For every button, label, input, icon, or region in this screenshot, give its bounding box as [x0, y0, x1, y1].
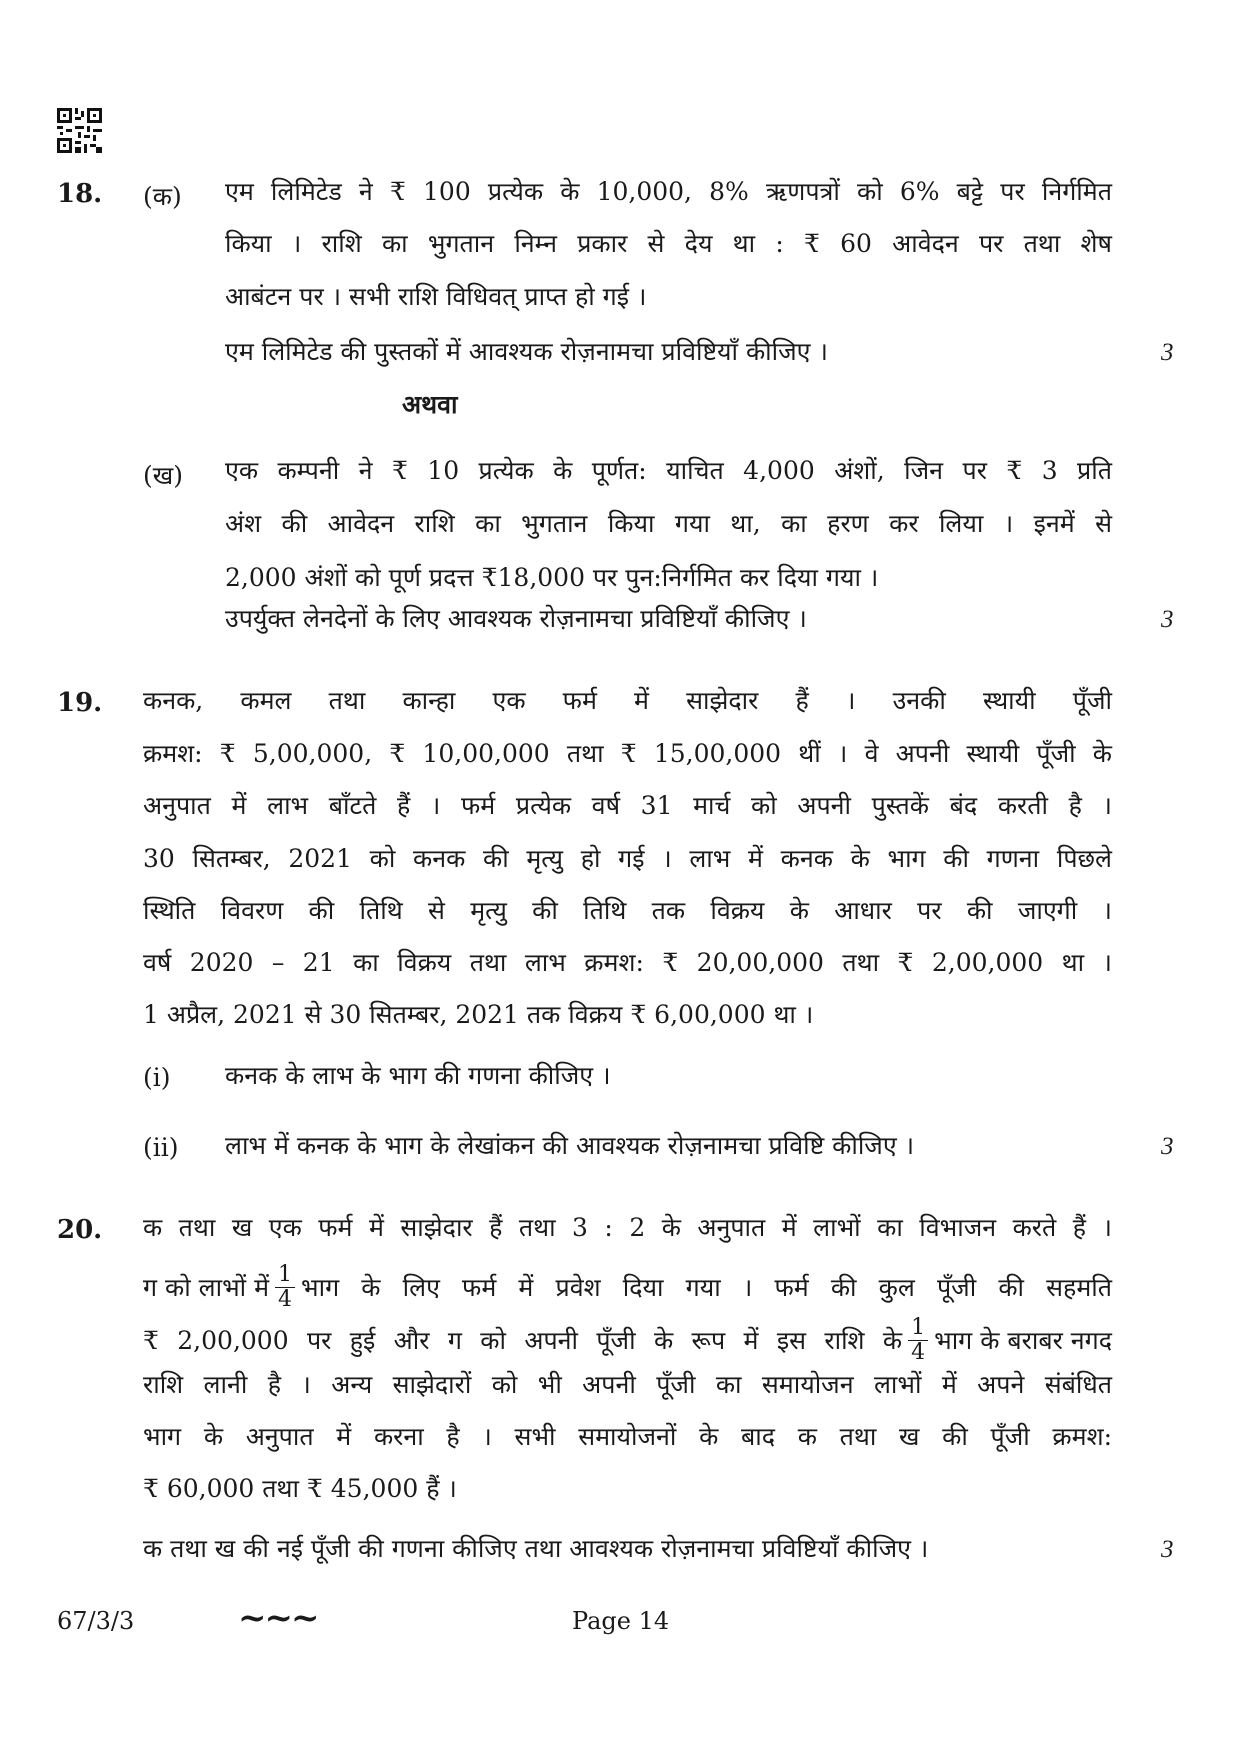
- q18a-line-1: एम लिमिटेड ने ₹ 100 प्रत्येक के 10,000, 8% ऋणपत्रों को 6% बट्टे पर निर्गमित: [225, 177, 1112, 206]
- fraction-numerator: 1: [275, 1263, 295, 1287]
- question-number-18: 18.: [57, 179, 103, 209]
- q18b-line-2: अंश की आवेदन राशि का भुगतान किया गया था, का हरण कर लिया । इनमें से: [225, 509, 1112, 538]
- fraction-denominator-2: 4: [911, 1339, 926, 1365]
- q18a-line-3: आबंटन पर । सभी राशि विधिवत् प्राप्त हो गई ।: [225, 282, 647, 311]
- q19-line-3: अनुपात में लाभ बाँटते हैं । फर्म प्रत्येक वर्ष 31 मार्च को अपनी पुस्तकें बंद करती है ।: [143, 791, 1112, 820]
- qr-code-icon: [57, 108, 102, 153]
- q20-line-7: क तथा ख की नई पूँजी की गणना कीजिए तथा आवश्यक रोज़नामचा प्रविष्टियाँ कीजिए ।: [143, 1534, 929, 1563]
- q20-line-6: ₹ 60,000 तथा ₹ 45,000 हैं ।: [143, 1474, 457, 1503]
- q20-line-2-start: ग को लाभों में: [143, 1272, 270, 1302]
- fraction-one-quarter: [275, 1263, 295, 1310]
- sub-label-ii: (ii): [143, 1133, 179, 1162]
- paper-code: 67/3/3: [57, 1607, 135, 1635]
- q19-line-4: 30 सितम्बर, 2021 को कनक की मृत्यु हो गई । लाभ में कनक के भाग की गणना पिछले: [143, 844, 1112, 873]
- q19-sub-ii-text: लाभ में कनक के भाग के लेखांकन की आवश्यक रोज़नामचा प्रविष्टि कीजिए ।: [225, 1131, 915, 1160]
- q20-line-1: क तथा ख एक फर्म में साझेदार हैं तथा 3 : 2 के अनुपात में लाभों का विभाजन करते हैं ।: [143, 1213, 1112, 1242]
- q19-line-5: स्थिति विवरण की तिथि से मृत्यु की तिथि तक विक्रय के आधार पर की जाएगी ।: [143, 896, 1112, 925]
- page-number: Page 14: [572, 1607, 670, 1635]
- q20-line-3: [143, 1310, 1112, 1370]
- sub-label-i: (i): [143, 1063, 171, 1092]
- marks-q20: 3: [1161, 1536, 1174, 1563]
- q19-sub-i-text: कनक के लाभ के भाग की गणना कीजिए ।: [225, 1061, 611, 1090]
- q18b-line-4: उपर्युक्त लेनदेनों के लिए आवश्यक रोज़नामचा प्रविष्टियाँ कीजिए ।: [225, 604, 807, 633]
- q19-line-2: क्रमश: ₹ 5,00,000, ₹ 10,00,000 तथा ₹ 15,00,000 थीं । वे अपनी स्थायी पूँजी के: [143, 739, 1112, 768]
- q20-line-4: राशि लानी है । अन्य साझेदारों को भी अपनी पूँजी का समायोजन लाभों में अपने संबंधित: [143, 1370, 1112, 1399]
- q19-line-1: कनक, कमल तथा कान्हा एक फर्म में साझेदार हैं । उनकी स्थायी पूँजी: [143, 686, 1112, 715]
- q18a-line-4: एम लिमिटेड की पुस्तकों में आवश्यक रोज़नामचा प्रविष्टियाँ कीजिए ।: [225, 337, 828, 366]
- q20-line-3-start: ₹ 2,00,000 पर हुई और ग को अपनी पूँजी के रूप में इस राशि के: [143, 1325, 903, 1355]
- question-number-20: 20.: [57, 1215, 103, 1245]
- fraction-one-quarter-2: [908, 1316, 928, 1363]
- fraction-numerator-2: 1: [908, 1316, 928, 1340]
- q20-line-2-end: भाग के लिए फर्म में प्रवेश दिया गया । फर्म की कुल पूँजी की सहमति: [301, 1272, 1112, 1302]
- part-label-a: (क): [143, 182, 182, 211]
- q20-line-5: भाग के अनुपात में करना है । सभी समायोजनों के बाद क तथा ख की पूँजी क्रमश:: [143, 1422, 1112, 1451]
- marks-q18b: 3: [1161, 606, 1174, 633]
- part-label-b: (ख): [143, 461, 183, 490]
- marks-q18a: 3: [1161, 339, 1174, 366]
- q20-line-2: [143, 1257, 1112, 1317]
- or-divider: अथवा: [402, 390, 458, 419]
- q18b-line-1: एक कम्पनी ने ₹ 10 प्रत्येक के पूर्णत: याचित 4,000 अंशों, जिन पर ₹ 3 प्रति: [225, 456, 1112, 485]
- q19-line-7: 1 अप्रैल, 2021 से 30 सितम्बर, 2021 तक विक्रय ₹ 6,00,000 था ।: [143, 1000, 814, 1029]
- marks-q19: 3: [1161, 1133, 1174, 1160]
- q18b-line-3: 2,000 अंशों को पूर्ण प्रदत्त ₹18,000 पर पुन:निर्गमित कर दिया गया ।: [225, 563, 879, 592]
- q18a-line-2: किया । राशि का भुगतान निम्न प्रकार से देय था : ₹ 60 आवेदन पर तथा शेष: [225, 229, 1112, 258]
- question-number-19: 19.: [57, 688, 103, 718]
- q19-line-6: वर्ष 2020 – 21 का विक्रय तथा लाभ क्रमश: ₹ 20,00,000 तथा ₹ 2,00,000 था ।: [143, 948, 1112, 977]
- footer-ornament: ~~~: [238, 1598, 318, 1638]
- fraction-denominator: 4: [278, 1286, 293, 1312]
- q20-line-3-end: भाग के बराबर नगद: [934, 1325, 1112, 1355]
